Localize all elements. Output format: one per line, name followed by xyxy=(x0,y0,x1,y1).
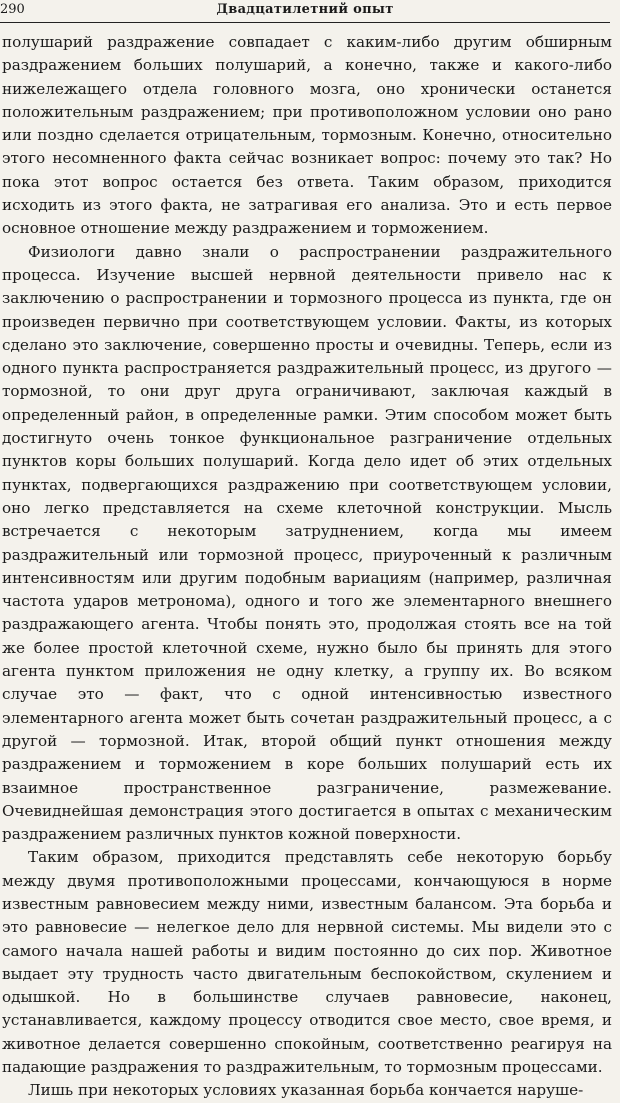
paragraph-continued: полушарий раздражение совпадает с каким-либо другим обширным раздражением больших полушарий, а конечно, также и какого-либо нижележащего отдела головного мозга, оно хронически останется положительным раздражением; при противоположном условии оно рано или поздно сделается отрицательным, тормозным. Конечно, относительно этого несомненного факта сейчас возникает вопрос: почему это так? Но пока этот вопрос остается без ответа. Таким образом, приходится исходить из этого факта, не затрагивая его анализа. Это и есть первое основное отношение между раздражением и торможением. xyxy=(2,33,612,238)
running-title: Двадцатилетний опыт xyxy=(216,2,394,17)
paragraph: Таким образом, приходится представлять себе некоторую борьбу между двумя противоположными процессами, кончающуюся в норме известным равновесием между ними, известным балансом. Эта борьба и это равновесие — нелегкое дело для нервной системы. Мы видели это с самого начала нашей работы и видим постоянно до сих пор. Животное выдает эту трудность часто двигательным беспокойством, скулением и одышкой. Но в большинстве случаев равновесие, наконец, устанавливается, каждому процессу отводится свое место, свое время, и животное делается совершенно спокойным, соответственно реагируя на падающие раздражения то раздражительным, то тормозным процессами. xyxy=(2,848,612,1077)
body-text xyxy=(2,31,612,1103)
paragraph-continues: Лишь при некоторых условиях указанная борьба кончается наруше- xyxy=(28,1081,584,1100)
page-header xyxy=(0,0,610,23)
paragraph: Физиологи давно знали о распространении раздражительного процесса. Изучение высшей нервной деятельности привело нас к заключению о распространении и тормозного процесса из пункта, где он произведен первично при соответствующем условии. Факты, из которых сделано это заключение, совершенно просты и очевидны. Теперь, если из одного пункта распространяется раздражительный процесс, из другого — тормозной, то они друг друга ограничивают, заключая каждый в определенный район, в определенные рамки. Этим способом может быть достигнуто очень тонкое функциональное разграничение отдельных пунктов коры больших полушарий. Когда дело идет об этих отдельных пунктах, подвергающихся раздражению при соответствующем условии, оно легко представляется на схеме клеточной конструкции. Мысль встречается с некоторым затруднением, когда мы имеем раздражительный или тормозной процесс, приуроченный к различным интенсивностям или другим подобным вариациям (например, различная частота ударов метронома), одного и того же элементарного внешнего раздражающего агента. Чтобы понять это, продолжая стоять все на той же более простой клеточной схеме, нужно было бы принять для этого агента пунктом приложения не одну клетку, а группу их. Во всяком случае это — факт, что с одной интенсивностью известного элементарного агента может быть сочетан раздражительный процесс, а с другой — тормозной. Итак, второй общий пункт отношения между раздражением и торможением в коре больших полушарий есть их взаимное пространственное разграничение, размежевание. Очевиднейшая демонстрация этого достигается в опытах с механическим раздражением различных пунктов кожной поверхности. xyxy=(2,242,612,844)
page-number: 290 xyxy=(0,2,25,17)
